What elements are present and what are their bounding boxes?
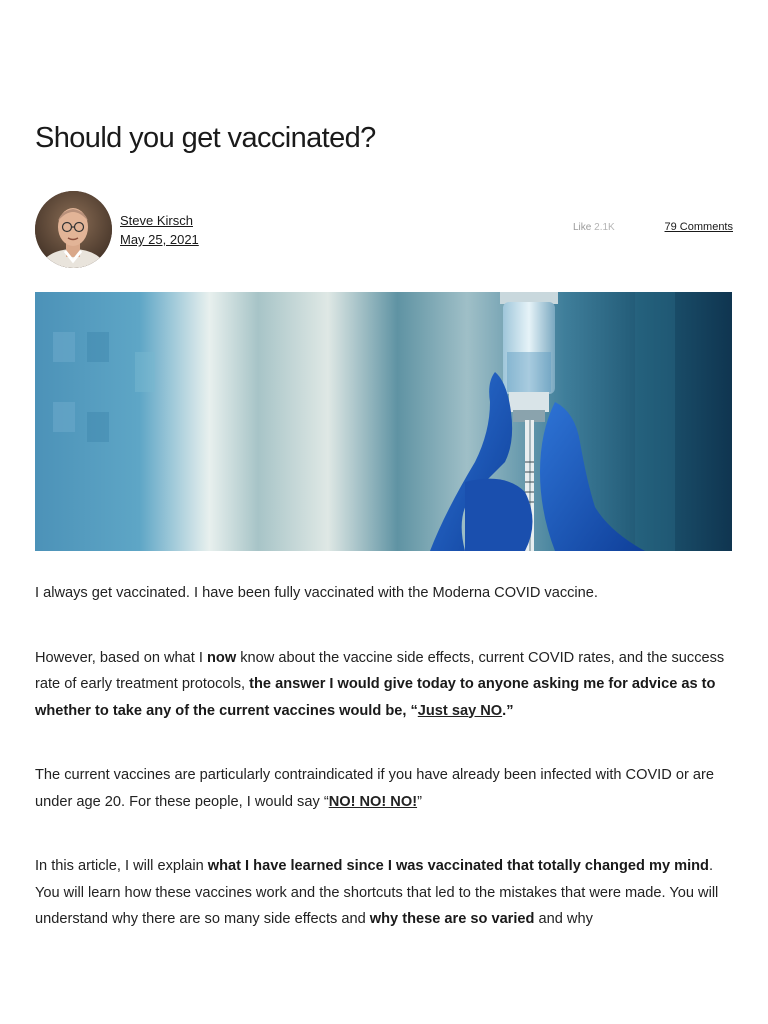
p4-text-a: In this article, I will explain (35, 858, 208, 874)
p2-bold-answer: the answer I would give today to anyone asking me for advice as to whether to take any of the current vaccines would be, “ (35, 676, 716, 719)
article-body (35, 580, 735, 971)
author-row (35, 191, 733, 269)
p2-bold-end: .” (502, 702, 514, 719)
just-say-no-link[interactable]: Just say NO (417, 702, 503, 719)
page-title: Should you get vaccinated? (35, 122, 376, 154)
like-button[interactable] (573, 222, 615, 233)
comments-link[interactable]: 79 Comments (664, 221, 733, 233)
p4-text-e: and why (534, 911, 593, 927)
author-meta (120, 211, 199, 249)
p2-text-a: However, based on what I (35, 649, 207, 666)
hero-image (35, 292, 732, 551)
like-count: 2.1K (594, 222, 615, 233)
p2-bold-now: now (206, 649, 237, 666)
author-avatar[interactable] (35, 191, 112, 268)
paragraph-3 (35, 762, 735, 815)
paragraph-1 (35, 580, 735, 607)
p3-text-a: The current vaccines are particularly contraindicated if you have already been infected with COVID or are under age 20. For these people, I would say “ (35, 767, 714, 810)
p2-text-c: know about the vaccine side effects, current COVID rates, and the success rate of early treatment protocols, (35, 649, 725, 692)
no-no-no-link[interactable]: NO! NO! NO! (328, 793, 418, 810)
paragraph-1-text: I always get vaccinated. I have been fully vaccinated with the Moderna COVID vaccine. (35, 585, 598, 601)
p4-bold-varied: why these are so varied (369, 911, 535, 927)
p4-text-c: . You will learn how these vaccines work and the shortcuts that led to the mistakes that were made. You will understand why there are so many side effects and (35, 858, 719, 927)
vaccine-vial-syringe-image (35, 292, 732, 551)
paragraph-4 (35, 853, 735, 933)
date-link[interactable]: May 25, 2021 (120, 232, 199, 247)
like-label: Like (573, 222, 592, 233)
paragraph-2 (35, 645, 735, 725)
p4-bold-learned: what I have learned since I was vaccinated that totally changed my mind (207, 858, 709, 874)
p3-text-c: ” (417, 793, 422, 810)
avatar-photo (35, 191, 112, 268)
author-link[interactable]: Steve Kirsch (120, 213, 193, 228)
